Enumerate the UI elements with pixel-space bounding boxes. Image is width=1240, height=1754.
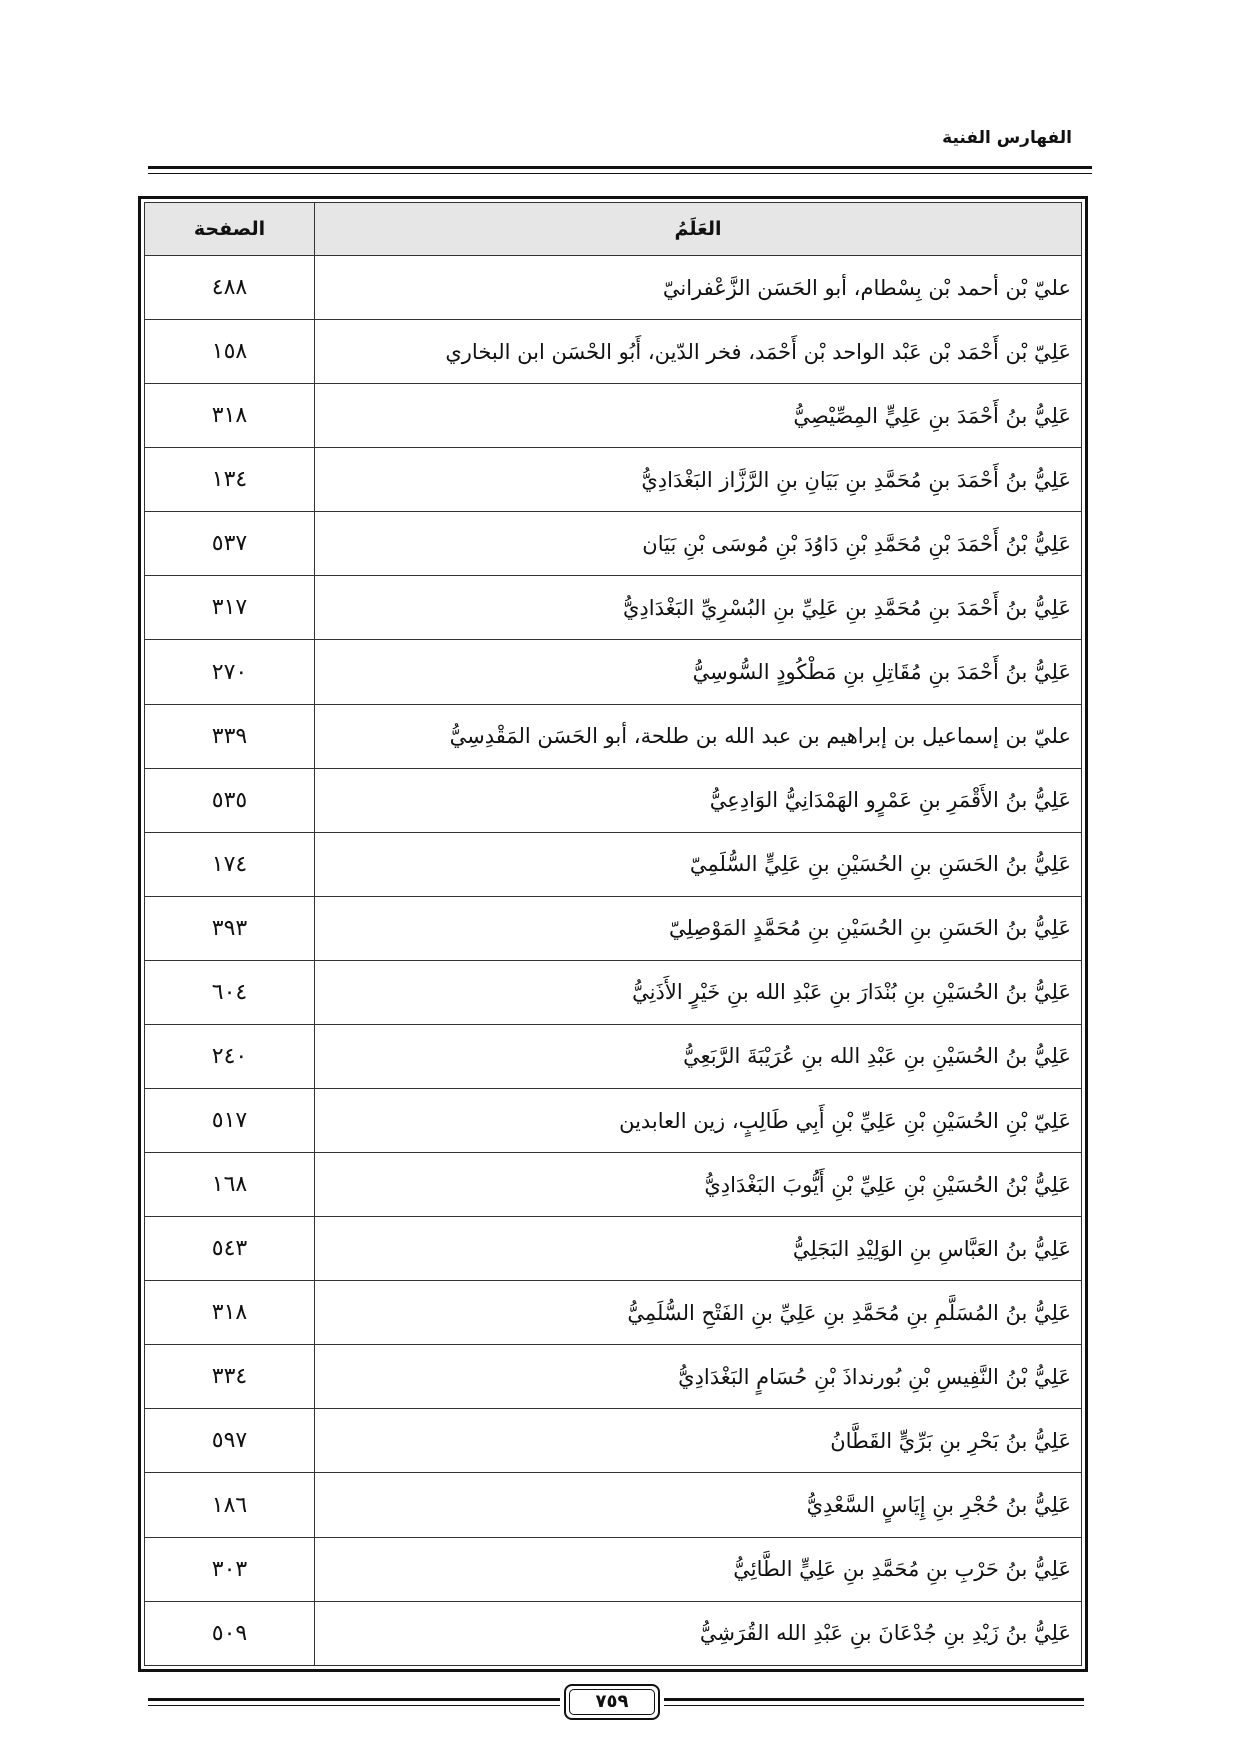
entry-name: عَلِيُّ بنُ أَحْمَدَ بنِ مُقَاتِلِ بنِ مَطْكُودٍ السُّوسِيُّ [315,640,1082,704]
table-row [145,1281,1082,1345]
entry-page: ٣٩٣ [145,896,315,960]
table-row [145,1601,1082,1665]
header-rule-thick [148,166,1092,169]
entry-page: ٤٨٨ [145,256,315,320]
entry-name: عَلِيّ بْنِ الحُسَيْنِ بْنِ عَلِيِّ بْنِ أَبِي طَالِبٍ، زين العابدين [315,1089,1082,1153]
entry-name: عليّ بْن أحمد بْن بِسْطام، أبو الحَسَن الزَّعْفرانيّ [315,256,1082,320]
page-number: ٧٥٩ [564,1684,660,1720]
entry-page: ٣٣٤ [145,1345,315,1409]
entry-name: عَلِيُّ بنُ أَحْمَدَ بنِ عَلِيٍّ المِصِّيْصِيُّ [315,384,1082,448]
footer-rule-thin-left [148,1705,560,1706]
column-header-page: الصفحة [145,203,315,256]
table-header-row [145,203,1082,256]
entry-page: ٥٣٥ [145,768,315,832]
entry-page: ٥٩٧ [145,1409,315,1473]
table-row [145,448,1082,512]
entry-page: ٥٤٣ [145,1217,315,1281]
index-table-frame [138,196,1088,1672]
table-body [145,256,1082,1666]
entry-name: عَلِيُّ بنُ زَيْدِ بنِ جُدْعَانَ بنِ عَبْدِ الله القُرَشِيُّ [315,1601,1082,1665]
table-row [145,1024,1082,1088]
index-table [144,202,1082,1666]
table-row [145,768,1082,832]
entry-name: عَلِيُّ بنُ الحُسَيْنِ بنِ بُنْدَارَ بنِ عَبْدِ الله بنِ خَيْرٍ الأَذَنِيُّ [315,960,1082,1024]
entry-page: ٥١٧ [145,1089,315,1153]
table-row [145,256,1082,320]
entry-page: ٣١٨ [145,384,315,448]
entry-page: ٣٣٩ [145,704,315,768]
entry-name: عَلِيُّ بنُ أَحْمَدَ بنِ مُحَمَّدِ بنِ بَيَانِ بنِ الرَّزَّاز البَغْدَادِيُّ [315,448,1082,512]
entry-name: عَلِيُّ بنُ العَبَّاسِ بنِ الوَلِيْدِ البَجَلِيُّ [315,1217,1082,1281]
table-row [145,320,1082,384]
entry-name: عَلِيُّ بنُ المُسَلَّمِ بنِ مُحَمَّدِ بنِ عَلِيِّ بنِ الفَتْحِ السُّلَمِيُّ [315,1281,1082,1345]
entry-page: ١٦٨ [145,1153,315,1217]
entry-page: ٢٧٠ [145,640,315,704]
header-rule-thin [148,173,1092,174]
column-header-name: العَلَمُ [315,203,1082,256]
table-row [145,1089,1082,1153]
entry-name: عَلِيُّ بنُ الحُسَيْنِ بنِ عَبْدِ الله بنِ عُرَيْبَةَ الرَّبَعِيُّ [315,1024,1082,1088]
footer-rule-thick-left [148,1698,560,1701]
table-row [145,960,1082,1024]
entry-name: عَلِيُّ بْنُ أَحْمَدَ بْنِ مُحَمَّدِ بْنِ دَاوُدَ بْنِ مُوسَى بْنِ بَيَان [315,512,1082,576]
entry-name: عَلِيُّ بْنُ النَّفِيسِ بْنِ بُورنداذَ بْنِ حُسَامٍ البَغْدَادِيُّ [315,1345,1082,1409]
footer-rule-thick-right [664,1698,1084,1701]
entry-name: عَلِيُّ بنُ حُجْرِ بنِ إِيَاسٍ السَّعْدِيُّ [315,1473,1082,1537]
table-row [145,1473,1082,1537]
table-row [145,1345,1082,1409]
table-row [145,384,1082,448]
entry-page: ١٨٦ [145,1473,315,1537]
entry-page: ٥٣٧ [145,512,315,576]
table-row [145,640,1082,704]
entry-page: ١٥٨ [145,320,315,384]
entry-name: عَلِيُّ بنُ الحَسَنِ بنِ الحُسَيْنِ بنِ عَلِيٍّ السُّلَمِيّ [315,832,1082,896]
entry-name: عَلِيُّ بْنُ الحُسَيْنِ بْنِ عَلِيِّ بْنِ أَيُّوبَ البَغْدَادِيُّ [315,1153,1082,1217]
table-row [145,1217,1082,1281]
entry-name: عَلِيُّ بنُ الأَقْمَرِ بنِ عَمْرٍو الهَمْدَانِيُّ الوَادِعِيُّ [315,768,1082,832]
entry-page: ٢٤٠ [145,1024,315,1088]
entry-name: عَلِيُّ بنُ أَحْمَدَ بنِ مُحَمَّدِ بنِ عَلِيِّ بنِ البُسْرِيِّ البَغْدَادِيُّ [315,576,1082,640]
entry-page: ١٧٤ [145,832,315,896]
entry-page: ٣١٨ [145,1281,315,1345]
table-row [145,1153,1082,1217]
entry-name: عَلِيّ بْن أَحْمَد بْن عَبْد الواحد بْن أَحْمَد، فخر الدّين، أَبُو الحْسَن ابن البخاري [315,320,1082,384]
entry-page: ١٣٤ [145,448,315,512]
table-row [145,512,1082,576]
footer-rule-thin-right [664,1705,1084,1706]
entry-name: عَلِيُّ بنُ الحَسَنِ بنِ الحُسَيْنِ بنِ مُحَمَّدٍ المَوْصِلِيّ [315,896,1082,960]
table-row [145,1537,1082,1601]
table-row [145,576,1082,640]
entry-page: ٣١٧ [145,576,315,640]
table-row [145,1409,1082,1473]
table-row [145,896,1082,960]
entry-name: عَلِيُّ بنُ حَرْبِ بنِ مُحَمَّدِ بنِ عَلِيٍّ الطَّائِيُّ [315,1537,1082,1601]
entry-page: ٦٠٤ [145,960,315,1024]
entry-page: ٣٠٣ [145,1537,315,1601]
entry-name: عَلِيُّ بنُ بَحْرِ بنِ بَرِّيٍّ القَطَّانُ [315,1409,1082,1473]
entry-name: عليّ بن إسماعيل بن إبراهيم بن عبد الله بن طلحة، أبو الحَسَن المَقْدِسِيُّ [315,704,1082,768]
table-row [145,832,1082,896]
running-head-title: الفهارس الفنية [942,128,1072,148]
table-row [145,704,1082,768]
entry-page: ٥٠٩ [145,1601,315,1665]
